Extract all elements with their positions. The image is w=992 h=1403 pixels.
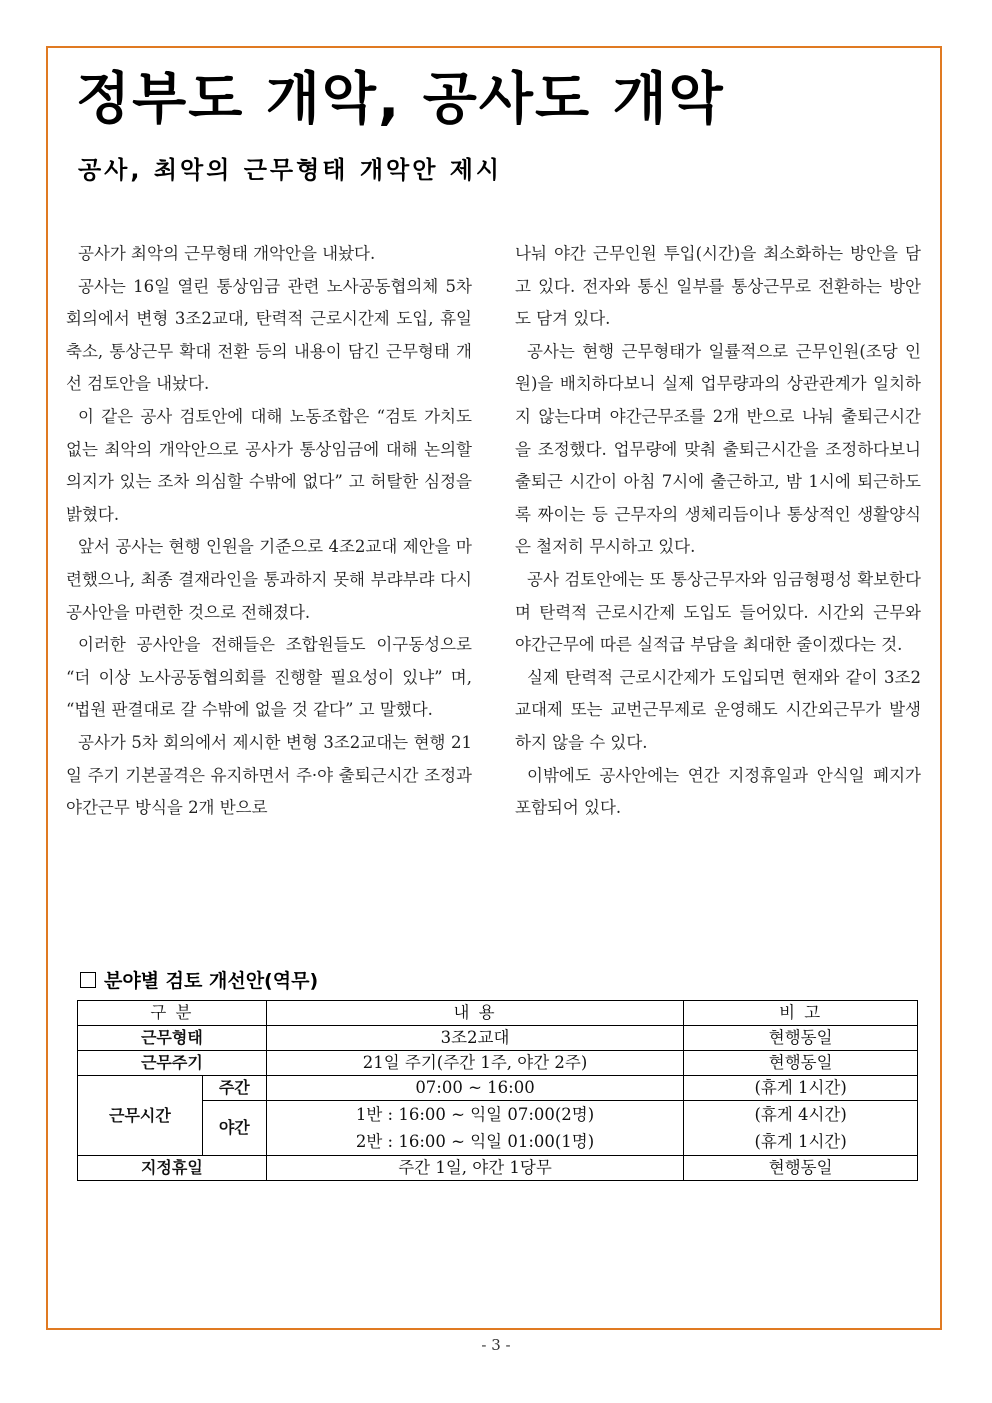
row-note: 현행동일 bbox=[684, 1156, 918, 1181]
paragraph: 실제 탄력적 근로시간제가 도입되면 현재와 같이 3조2교대제 또는 교번근무제로 운영해도 시간외근무가 발생하지 않을 수 있다. bbox=[515, 667, 921, 752]
shift-content: 1반 : 16:00 ~ 익일 07:00(2명) bbox=[355, 1105, 595, 1124]
row-note: 현행동일 bbox=[684, 1051, 918, 1076]
sub-label: 주간 bbox=[202, 1076, 266, 1101]
article-subtitle: 공사, 최악의 근무형태 개악안 제시 bbox=[78, 156, 503, 184]
paragraph: 공사 검토안에는 또 통상근무자와 임금형평성 확보한다며 탄력적 근로시간제 도입도 들어있다. 시간외 근무와 야간근무에 따른 실적급 부담을 최대한 줄이겠다는 것. bbox=[515, 569, 921, 655]
paragraph: 이 같은 공사 검토안에 대해 노동조합은 “검토 가치도 없는 최악의 개악안으로 공사가 통상임금에 대해 논의할 의지가 있는 조차 의심할 수밖에 없다” 고 허탈한 심정을 밝혔다. bbox=[66, 406, 472, 524]
table-title bbox=[80, 966, 318, 993]
table-row bbox=[78, 1101, 918, 1156]
table-row bbox=[78, 1051, 918, 1076]
row-label: 근무주기 bbox=[78, 1051, 267, 1076]
row-label: 근무시간 bbox=[78, 1076, 203, 1156]
row-content bbox=[266, 1101, 683, 1156]
table-row bbox=[78, 1076, 918, 1101]
right-column bbox=[515, 238, 921, 825]
row-content: 주간 1일, 야간 1당무 bbox=[266, 1156, 683, 1181]
article-title: 정부도 개악, 공사도 개악 bbox=[76, 67, 725, 132]
table-row bbox=[78, 1156, 918, 1181]
row-note: 현행동일 bbox=[684, 1026, 918, 1051]
paragraph: 이러한 공사안을 전해들은 조합원들도 이구동성으로 “더 이상 노사공동협의회를 진행할 필요성이 있냐” 며, “법원 판결대로 갈 수밖에 없을 것 같다” 고 말했다. bbox=[66, 635, 472, 720]
paragraph: 공사는 16일 열린 통상임금 관련 노사공동협의체 5차 회의에서 변형 3조2교대, 탄력적 근로시간제 도입, 휴일 축소, 통상근무 확대 전환 등의 내용이 담긴 근무형태 개선 검토안을 내놨다. bbox=[66, 276, 472, 394]
left-column bbox=[66, 238, 472, 825]
header-content: 내 용 bbox=[266, 1001, 683, 1026]
paragraph: 이밖에도 공사안에는 연간 지정휴일과 안식일 폐지가 포함되어 있다. bbox=[515, 765, 921, 818]
page-number: - 3 - bbox=[481, 1336, 511, 1354]
header-note: 비 고 bbox=[684, 1001, 918, 1026]
row-content: 3조2교대 bbox=[266, 1026, 683, 1051]
checkbox-square-icon bbox=[80, 972, 96, 988]
row-label: 근무형태 bbox=[78, 1026, 267, 1051]
sub-label: 야간 bbox=[202, 1101, 266, 1156]
table-row bbox=[78, 1026, 918, 1051]
row-content: 07:00 ~ 16:00 bbox=[266, 1076, 683, 1101]
row-label: 지정휴일 bbox=[78, 1156, 267, 1181]
paragraph: 공사가 최악의 근무형태 개악안을 내놨다. bbox=[78, 244, 376, 263]
row-note: (휴게 1시간) bbox=[684, 1076, 918, 1101]
row-content: 21일 주기(주간 1주, 야간 2주) bbox=[266, 1051, 683, 1076]
paragraph: 공사가 5차 회의에서 제시한 변형 3조2교대는 현행 21일 주기 기본골격은 유지하면서 주·야 출퇴근시간 조정과 야간근무 방식을 2개 반으로 bbox=[66, 732, 472, 818]
row-note bbox=[684, 1101, 918, 1156]
shift-content: 2반 : 16:00 ~ 익일 01:00(1명) bbox=[355, 1132, 595, 1151]
header-category: 구 분 bbox=[78, 1001, 267, 1026]
shift-note: (휴게 4시간) bbox=[754, 1105, 847, 1124]
paragraph: 공사는 현행 근무형태가 일률적으로 근무인원(조당 인원)을 배치하다보니 실제 업무량과의 상관관계가 일치하지 않는다며 야간근무조를 2개 반으로 나눠 출퇴근시간을 조정했다. 업무량에 맞춰 출퇴근시간을 조정하다보니 출퇴근 시간이 아침 7시에 출근하고, 밤 1시에 퇴근하도록 짜이는 등 근무자의 생체리듬이나 통상적인 생활양식은 철저히 무시하고 있다. bbox=[515, 341, 921, 557]
review-table bbox=[77, 1000, 918, 1181]
table-header-row bbox=[78, 1001, 918, 1026]
paragraph-continuation: 나눠 야간 근무인원 투입(시간)을 최소화하는 방안을 담고 있다. 전자와 통신 일부를 통상근무로 전환하는 방안도 담겨 있다. bbox=[515, 244, 921, 329]
table-title-text: 분야별 검토 개선안(역무) bbox=[104, 970, 319, 992]
paragraph: 앞서 공사는 현행 인원을 기준으로 4조2교대 제안을 마련했으나, 최종 결재라인을 통과하지 못해 부랴부랴 다시 공사안을 마련한 것으로 전해졌다. bbox=[66, 537, 472, 622]
shift-note: (휴게 1시간) bbox=[754, 1132, 847, 1151]
